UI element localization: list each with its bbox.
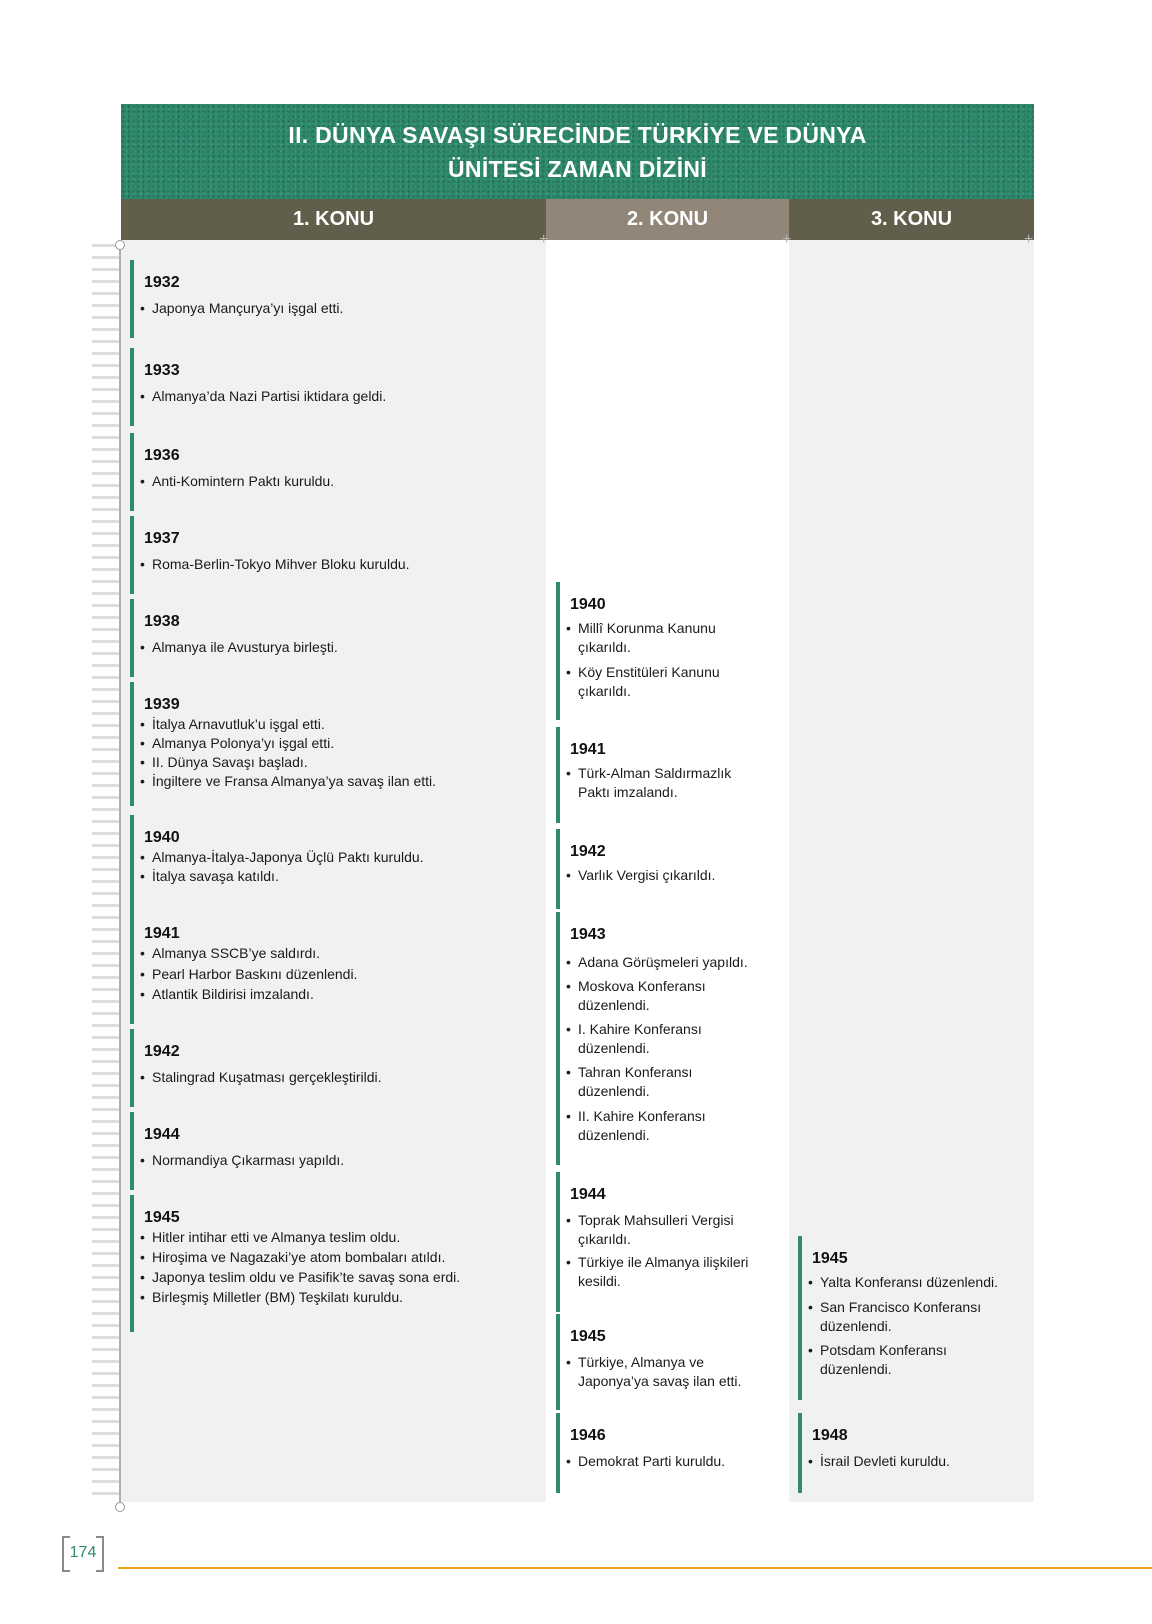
bracket-left [62, 1536, 70, 1572]
konu-1-entry-1933 [130, 348, 530, 426]
entry-item: • Tahran Konferansı düzenlendi. [566, 1063, 692, 1101]
entry-item: • Moskova Konferansı düzenlendi. [566, 977, 706, 1015]
column-header-konu-3: 3. KONU [789, 199, 1034, 240]
footer-rule [118, 1567, 1152, 1569]
konu-2-entry-1946 [556, 1413, 786, 1493]
entry-item: • Türkiye ile Almanya ilişkileri kesildi. [566, 1253, 748, 1291]
entry-year: 1942 [144, 1043, 180, 1060]
konu-1-entry-1932 [130, 260, 530, 338]
entry-item: • Yalta Konferansı düzenlendi. [808, 1273, 998, 1292]
entry-item: • İsrail Devleti kuruldu. [808, 1452, 950, 1471]
entry-item: • Almanya-İtalya-Japonya Üçlü Paktı kuruldu. [140, 848, 424, 867]
entry-year: 1940 [570, 596, 606, 613]
entry-item: • Japonya Mançurya’yı işgal etti. [140, 299, 343, 318]
konu-2-entry-1941 [556, 727, 786, 823]
konu-1-entry-1941 [130, 911, 530, 1024]
entry-item: • Toprak Mahsulleri Vergisi çıkarıldı. [566, 1211, 734, 1249]
entry-item: • Hiroşima ve Nagazaki’ye atom bombaları atıldı. [140, 1248, 445, 1267]
timeline-end-dot [115, 1502, 125, 1512]
konu-1-entry-1945 [130, 1195, 530, 1332]
page-number-box [62, 1536, 104, 1570]
konu-1-entry-1936 [130, 433, 530, 511]
entry-year: 1946 [570, 1427, 606, 1444]
konu-2-entry-1940 [556, 582, 786, 720]
entry-item: • Japonya teslim oldu ve Pasifik’te savaş sona erdi. [140, 1268, 460, 1287]
entry-year: 1939 [144, 696, 180, 713]
title-banner [121, 104, 1034, 199]
entry-item: • Roma-Berlin-Tokyo Mihver Bloku kuruldu. [140, 555, 410, 574]
entry-item: • Almanya Polonya’yı işgal etti. [140, 734, 334, 753]
entry-item: • I. Kahire Konferansı düzenlendi. [566, 1020, 702, 1058]
entry-item: • II. Dünya Savaşı başladı. [140, 753, 308, 772]
entry-item: • Millî Korunma Kanunu çıkarıldı. [566, 619, 716, 657]
entry-item: • Almanya ile Avusturya birleşti. [140, 638, 338, 657]
plus-icon: + [782, 231, 792, 248]
timeline-start-dot [115, 240, 125, 250]
entry-item: • Almanya SSCB’ye saldırdı. [140, 944, 320, 963]
entry-year: 1948 [812, 1427, 848, 1444]
timeline-axis [119, 244, 121, 1502]
entry-item: • Demokrat Parti kuruldu. [566, 1452, 725, 1471]
entry-item: • Türk-Alman Saldırmazlık Paktı imzalandı. [566, 764, 731, 802]
page-title-line-1: II. DÜNYA SAVAŞI SÜRECİNDE TÜRKİYE VE DÜNYA [288, 121, 867, 148]
entry-item: • Pearl Harbor Baskını düzenlendi. [140, 965, 357, 984]
entry-item: • İngiltere ve Fransa Almanya’ya savaş ilan etti. [140, 772, 436, 791]
entry-item: • Varlık Vergisi çıkarıldı. [566, 866, 715, 885]
konu-3-entry-1948 [798, 1413, 1028, 1493]
konu-2-entry-1943 [556, 912, 786, 1165]
entry-year: 1938 [144, 613, 180, 630]
entry-year: 1940 [144, 829, 180, 846]
entry-year: 1945 [570, 1328, 606, 1345]
konu-1-entry-1937 [130, 516, 530, 594]
entry-year: 1945 [812, 1250, 848, 1267]
konu-3-entry-1945 [798, 1236, 1028, 1400]
entry-year: 1937 [144, 530, 180, 547]
entry-item: • Birleşmiş Milletler (BM) Teşkilatı kuruldu. [140, 1288, 403, 1307]
entry-year: 1941 [144, 925, 180, 942]
entry-item: • Normandiya Çıkarması yapıldı. [140, 1151, 344, 1170]
entry-item: • Türkiye, Almanya ve Japonya’ya savaş ilan etti. [566, 1353, 741, 1391]
entry-item: • Köy Enstitüleri Kanunu çıkarıldı. [566, 663, 720, 701]
konu-2-entry-1944 [556, 1172, 786, 1312]
entry-item: • Stalingrad Kuşatması gerçekleştirildi. [140, 1068, 382, 1087]
timeline-ruler [92, 244, 120, 1502]
entry-item: • Adana Görüşmeleri yapıldı. [566, 953, 748, 972]
entry-item: • İtalya Arnavutluk’u işgal etti. [140, 715, 325, 734]
entry-year: 1933 [144, 362, 180, 379]
entry-item: • Atlantik Bildirisi imzalandı. [140, 985, 314, 1004]
konu-2-entry-1945 [556, 1314, 786, 1410]
entry-item: • II. Kahire Konferansı düzenlendi. [566, 1107, 706, 1145]
konu-1-entry-1942 [130, 1029, 530, 1107]
plus-icon: + [1024, 231, 1034, 248]
entry-item: • Anti-Komintern Paktı kuruldu. [140, 472, 334, 491]
entry-year: 1932 [144, 274, 180, 291]
konu-1-entry-1944 [130, 1112, 530, 1190]
entry-item: • Potsdam Konferansı düzenlendi. [808, 1341, 947, 1379]
entry-year: 1941 [570, 741, 606, 758]
bracket-right [96, 1536, 104, 1572]
entry-item: • Hitler intihar etti ve Almanya teslim oldu. [140, 1228, 400, 1247]
column-header-konu-2: 2. KONU [546, 199, 789, 240]
entry-year: 1942 [570, 843, 606, 860]
konu-2-entry-1942 [556, 829, 786, 909]
konu-1-entry-1940 [130, 815, 530, 911]
konu-1-entry-1939 [130, 682, 530, 806]
entry-year: 1943 [570, 926, 606, 943]
plus-icon: + [539, 231, 549, 248]
entry-year: 1944 [144, 1126, 180, 1143]
entry-item: • Almanya’da Nazi Partisi iktidara geldi. [140, 387, 386, 406]
entry-item: • İtalya savaşa katıldı. [140, 867, 279, 886]
konu-1-entry-1938 [130, 599, 530, 677]
entry-year: 1936 [144, 447, 180, 464]
entry-year: 1945 [144, 1209, 180, 1226]
page-number: 174 [69, 1544, 97, 1561]
page-title-line-2: ÜNİTESİ ZAMAN DİZİNİ [448, 155, 707, 182]
entry-item: • San Francisco Konferansı düzenlendi. [808, 1298, 981, 1336]
entry-year: 1944 [570, 1186, 606, 1203]
column-header-konu-1: 1. KONU [121, 199, 546, 240]
